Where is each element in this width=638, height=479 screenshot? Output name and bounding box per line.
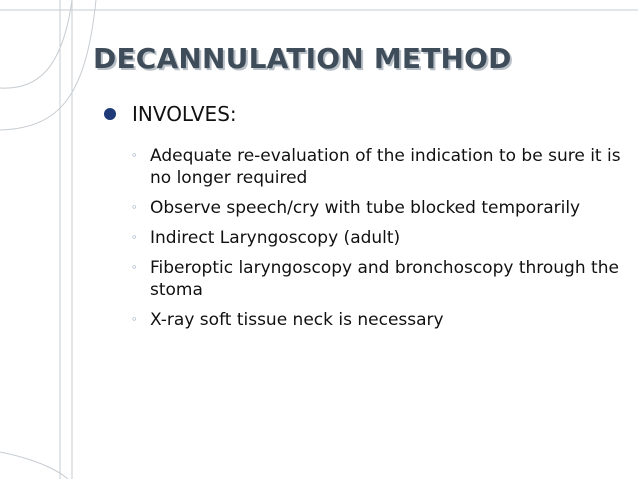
bullet-dot-icon — [104, 108, 116, 120]
list-item — [131, 257, 623, 301]
hollow-circle-bullet-icon: ◦ — [131, 231, 138, 244]
hollow-circle-bullet-icon: ◦ — [131, 149, 138, 162]
main-point-label: INVOLVES: — [132, 102, 237, 126]
list-item-text: Fiberoptic laryngoscopy and bronchoscopy through the stoma — [150, 258, 619, 300]
hollow-circle-bullet-icon: ◦ — [131, 313, 138, 326]
list-item-text: X-ray soft tissue neck is necessary — [150, 310, 444, 330]
list-item-text: Indirect Laryngoscopy (adult) — [150, 228, 401, 248]
slide-title: DECANNULATION METHOD — [93, 42, 512, 75]
sub-point-list — [131, 145, 623, 339]
list-item — [131, 145, 623, 189]
list-item — [131, 309, 623, 331]
hollow-circle-bullet-icon: ◦ — [131, 261, 138, 274]
hollow-circle-bullet-icon: ◦ — [131, 201, 138, 214]
list-item — [131, 197, 623, 219]
list-item — [131, 227, 623, 249]
list-item-text: Observe speech/cry with tube blocked temporarily — [150, 198, 581, 218]
list-item-text: Adequate re-evaluation of the indication to be sure it is no longer required — [150, 146, 621, 188]
